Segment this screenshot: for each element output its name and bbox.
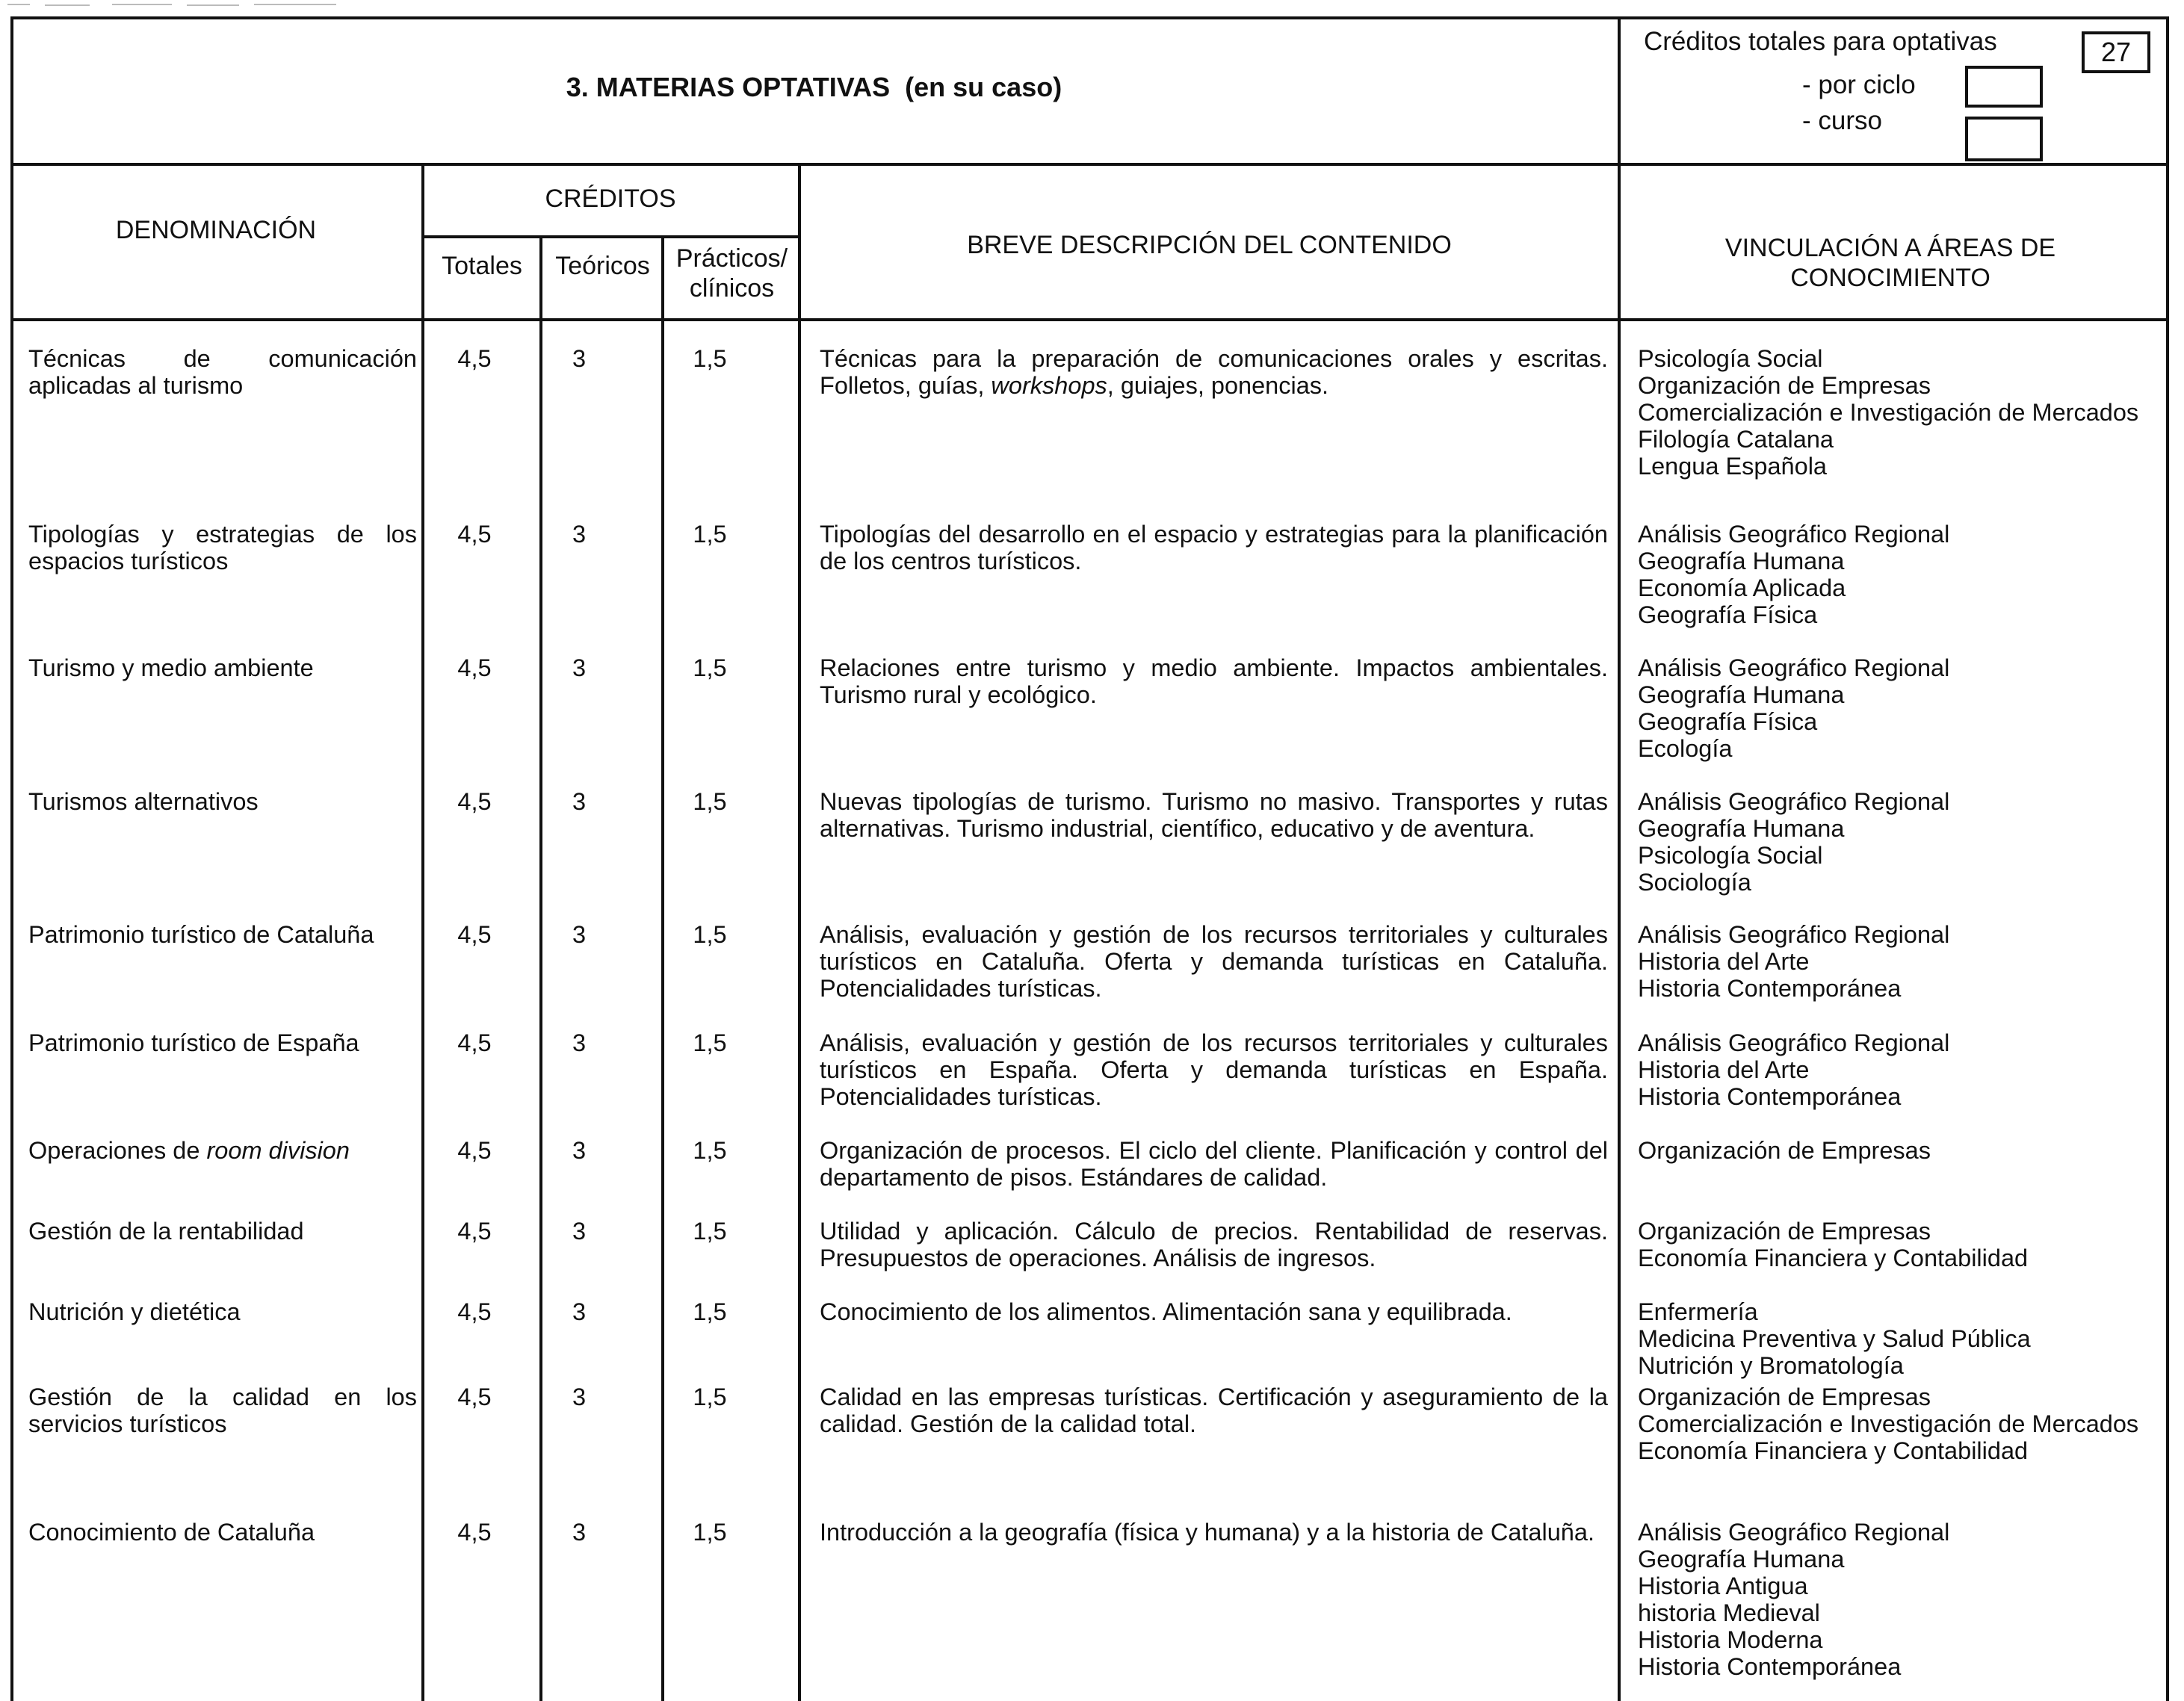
- row-totales: 4,5: [457, 1298, 492, 1325]
- row-name: Operaciones de room division: [28, 1137, 350, 1164]
- row-name: Técnicas de comunicación aplicadas al turismo: [28, 345, 417, 399]
- per-cycle-label: - por ciclo: [1802, 70, 1916, 99]
- section-title: 3. MATERIAS OPTATIVAS (en su caso): [566, 72, 1062, 102]
- row-teoricos: 3: [572, 345, 587, 372]
- row-description: Nuevas tipologías de turismo. Turismo no masivo. Transportes y rutas alternativas. Turismo industrial, científico, educativo y de aventura.: [820, 788, 1608, 842]
- row-totales: 4,5: [457, 521, 492, 548]
- row-name: Patrimonio turístico de España: [28, 1029, 359, 1056]
- row-description: Análisis, evaluación y gestión de los recursos territoriales y culturales turísticos en Cataluña. Oferta y demanda turísticas en Cataluña. Potencialidades turísticas.: [820, 921, 1608, 1002]
- row-description: Conocimiento de los alimentos. Alimentación sana y equilibrada.: [820, 1298, 1512, 1325]
- row-name: Gestión de la calidad en los servicios turísticos: [28, 1384, 417, 1437]
- row-description: Técnicas para la preparación de comunicaciones orales y escritas. Folletos, guías, workshops, guiajes, ponencias.: [820, 345, 1608, 399]
- row-name: Nutrición y dietética: [28, 1298, 241, 1325]
- title-bottom-border: [10, 163, 2169, 166]
- row-areas: Organización de Empresas Economía Financiera y Contabilidad: [1638, 1218, 2029, 1271]
- per-course-label: - curso: [1802, 106, 1882, 135]
- col-header-totales: Totales: [442, 252, 522, 280]
- credits-total-box: [2082, 31, 2150, 73]
- table-right-border: [2166, 16, 2169, 1701]
- row-practicos: 1,5: [693, 345, 727, 372]
- col-divider-name: [421, 163, 424, 1701]
- row-totales: 4,5: [457, 788, 492, 815]
- row-practicos: 1,5: [693, 654, 727, 681]
- row-practicos: 1,5: [693, 1218, 727, 1245]
- row-description: Introducción a la geografía (física y humana) y a la historia de Cataluña.: [820, 1519, 1594, 1546]
- row-teoricos: 3: [572, 1137, 587, 1164]
- row-description: Organización de procesos. El ciclo del cliente. Planificación y control del departamento de pisos. Estándares de calidad.: [820, 1137, 1608, 1191]
- row-name: Turismos alternativos: [28, 788, 259, 815]
- credits-total-label: Créditos totales para optativas: [1644, 27, 1997, 56]
- col-header-vinculacion: VINCULACIÓN A ÁREAS DE CONOCIMIENTO: [1724, 234, 2056, 293]
- row-totales: 4,5: [457, 1519, 492, 1546]
- row-description: Relaciones entre turismo y medio ambiente. Impactos ambientales. Turismo rural y ecológico.: [820, 654, 1608, 708]
- credits-total-value: 27: [2100, 37, 2132, 67]
- creditos-subheader-border: [421, 235, 799, 238]
- scan-specks: [0, 0, 344, 10]
- row-practicos: 1,5: [693, 1519, 727, 1546]
- row-totales: 4,5: [457, 1137, 492, 1164]
- row-practicos: 1,5: [693, 921, 727, 948]
- row-areas: Análisis Geográfico Regional Geografía Humana Psicología Social Sociología: [1638, 788, 1950, 896]
- col-divider-practicos: [798, 163, 801, 1701]
- row-practicos: 1,5: [693, 788, 727, 815]
- column-header-bottom-border: [10, 318, 2169, 321]
- row-areas: Organización de Empresas Comercialización e Investigación de Mercados Economía Financiera y Contabilidad: [1638, 1384, 2139, 1464]
- row-name: Conocimiento de Cataluña: [28, 1519, 315, 1546]
- row-areas: Análisis Geográfico Regional Historia del Arte Historia Contemporánea: [1638, 1029, 1950, 1110]
- row-practicos: 1,5: [693, 1029, 727, 1056]
- col-header-descripcion: BREVE DESCRIPCIÓN DEL CONTENIDO: [967, 231, 1452, 259]
- row-practicos: 1,5: [693, 1298, 727, 1325]
- row-teoricos: 3: [572, 921, 587, 948]
- col-header-denominacion: DENOMINACIÓN: [115, 216, 317, 244]
- table-top-border: [10, 16, 2169, 19]
- col-divider-teoricos: [661, 235, 664, 1701]
- row-practicos: 1,5: [693, 1384, 727, 1410]
- row-description: Utilidad y aplicación. Cálculo de precios. Rentabilidad de reservas. Presupuestos de operaciones. Análisis de ingresos.: [820, 1218, 1608, 1271]
- row-practicos: 1,5: [693, 521, 727, 548]
- row-totales: 4,5: [457, 1218, 492, 1245]
- row-areas: Organización de Empresas: [1638, 1137, 1931, 1164]
- col-header-practicos: Prácticos/ clínicos: [675, 244, 788, 303]
- row-areas: Enfermería Medicina Preventiva y Salud Pública Nutrición y Bromatología: [1638, 1298, 2031, 1379]
- row-practicos: 1,5: [693, 1137, 727, 1164]
- row-name: Tipologías y estrategias de los espacios turísticos: [28, 521, 417, 574]
- per-course-box: [1965, 117, 2043, 161]
- col-divider-totales: [539, 235, 542, 1701]
- row-teoricos: 3: [572, 788, 587, 815]
- row-totales: 4,5: [457, 1029, 492, 1056]
- col-header-creditos: CRÉDITOS: [545, 185, 676, 213]
- row-areas: Análisis Geográfico Regional Historia del Arte Historia Contemporánea: [1638, 921, 1950, 1002]
- table-left-border: [10, 16, 13, 1701]
- header-divider: [1618, 16, 1621, 1701]
- row-description: Calidad en las empresas turísticas. Certificación y aseguramiento de la calidad. Gestión de la calidad total.: [820, 1384, 1608, 1437]
- row-areas: Análisis Geográfico Regional Geografía Humana Geografía Física Ecología: [1638, 654, 1950, 762]
- row-teoricos: 3: [572, 1298, 587, 1325]
- col-header-teoricos: Teóricos: [555, 252, 650, 280]
- row-teoricos: 3: [572, 1218, 587, 1245]
- row-areas: Psicología Social Organización de Empresas Comercialización e Investigación de Mercados Filología Catalana Lengua Española: [1638, 345, 2139, 480]
- row-totales: 4,5: [457, 345, 492, 372]
- row-totales: 4,5: [457, 921, 492, 948]
- row-description: Análisis, evaluación y gestión de los recursos territoriales y culturales turísticos en España. Oferta y demanda turísticas en España. Potencialidades turísticas.: [820, 1029, 1608, 1110]
- row-name: Turismo y medio ambiente: [28, 654, 314, 681]
- row-description: Tipologías del desarrollo en el espacio y estrategias para la planificación de los centros turísticos.: [820, 521, 1608, 574]
- row-teoricos: 3: [572, 1384, 587, 1410]
- row-totales: 4,5: [457, 1384, 492, 1410]
- row-teoricos: 3: [572, 1519, 587, 1546]
- row-areas: Análisis Geográfico Regional Geografía Humana Economía Aplicada Geografía Física: [1638, 521, 1950, 628]
- row-teoricos: 3: [572, 521, 587, 548]
- row-name: Patrimonio turístico de Cataluña: [28, 921, 374, 948]
- row-teoricos: 3: [572, 654, 587, 681]
- row-name: Gestión de la rentabilidad: [28, 1218, 304, 1245]
- row-totales: 4,5: [457, 654, 492, 681]
- row-areas: Análisis Geográfico Regional Geografía Humana Historia Antigua historia Medieval Historia Moderna Historia Contemporánea: [1638, 1519, 1950, 1680]
- per-cycle-box: [1965, 66, 2043, 108]
- row-teoricos: 3: [572, 1029, 587, 1056]
